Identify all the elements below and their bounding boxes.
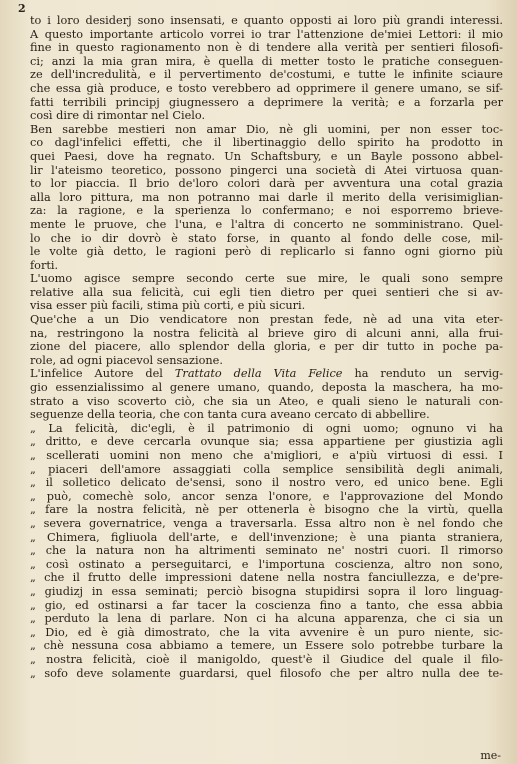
text-line: „ perduto la lena di parlare. Non ci ha alcuna apparenza, che ci sia un [30, 612, 503, 626]
text-line: fine in questo ragionamento non è di tendere alla verità per sentieri filosofi- [30, 41, 503, 55]
text-line: „ il solletico delicato de'sensi, sono il nostro vero, ed unico bene. Egli [30, 476, 503, 490]
text-line: na, restringono la nostra felicità al brieve giro di alcuni anni, alla frui- [30, 326, 503, 340]
text-line: lir l'ateismo teoretico, possono pingerci una società di Atei virtuosa quan- [30, 163, 503, 177]
text-line: „ dritto, e deve cercarla ovunque sia; essa appartiene per giustizia agli [30, 435, 503, 449]
text-line: „ fare la nostra felicità, nè per ottenerla è bisogno che la virtù, quella [30, 503, 503, 517]
text-line: „ che la natura non ha altrimenti seminato ne' nostri cuori. Il rimorso [30, 544, 503, 558]
text-line: alla loro pittura, ma non potranno mai darle il merito della verisimiglian- [30, 190, 503, 204]
text-line: „ La felicità, dic'egli, è il patrimonio di ogni uomo; ognuno vi ha [30, 421, 503, 435]
text-line: to lor piaccia. Il brio de'loro colori darà per avventura una cotal grazia [30, 177, 503, 191]
text-line: A questo importante articolo vorrei io trar l'attenzione de'miei Lettori: il mio [30, 27, 503, 41]
text-line: role, ad ogni piacevol sensazione. [30, 353, 223, 367]
text-line: „ gio, ed ostinarsi a far tacer la coscienza fino a tanto, che essa abbia [30, 598, 503, 612]
text-line: così dire di rimontar nel Cielo. [30, 109, 206, 123]
text-line: visa esser più facili, stima più corti, e più sicuri. [30, 299, 306, 313]
text-line: Que'che a un Dio vendicatore non prestan fede, nè ad una vita eter- [30, 313, 503, 327]
text-line: mente le pruove, che l'una, e l'altra di concerto ne somministrano. Quel- [30, 217, 503, 231]
text-line: forti. [30, 258, 59, 272]
text-line: to i loro desiderj sono insensati, e quanto opposti ai loro più grandi interessi. [30, 14, 503, 27]
text-line: co dagl'infelici effetti, che il libertinaggio dello spirito ha prodotto in [30, 136, 503, 150]
text-line: fatti terribili principj giugnessero a deprimere la verità; e a forzarla per [30, 95, 503, 109]
text-line: seguenze della teoria, che con tanta cura aveano cercato di abbellire. [30, 408, 430, 422]
text-line: „ piaceri dell'amore assaggiati colla semplice sensibilità degli animali, [30, 462, 503, 476]
text-line: ci; anzi la mia gran mira, è quella di metter tosto le pratiche conseguen- [30, 54, 503, 68]
text-line: strato a viso scoverto ciò, che sia un Ateo, e quali sieno le naturali con- [30, 394, 503, 408]
text-line: le volte già detto, le ragioni però di replicarlo si fanno ogni giorno più [30, 245, 503, 259]
catchword: me- [480, 749, 501, 762]
text-line: „ scellerati uomini non meno che a'migliori, e a'più virtuosi di essi. I [30, 449, 503, 462]
page-number: 2 [18, 2, 26, 15]
text-line: relative alla sua felicità, cui egli tien dietro per quei sentieri che si av- [30, 285, 503, 299]
text-line: „ può, comechè solo, ancor senza l'onore, e l'approvazione del Mondo [30, 489, 503, 503]
text-line: „ Chimera, figliuola dell'arte, e dell'invenzione; è una pianta straniera, [30, 530, 503, 544]
text-line: gio essenzialissimo al genere umano, quando, deposta la maschera, ha mo- [30, 381, 503, 395]
text-line: che essa già produce, e tosto verebbero ad opprimere il genere umano, se sif- [30, 81, 503, 95]
text-line: „ giudizj in essa seminati; perciò bisogna stupidirsi sopra il loro linguag- [30, 584, 503, 598]
text-line: L'uomo agisce sempre secondo certe sue mire, le quali sono sempre [30, 272, 503, 286]
text-line: lo che io dir dovrò è stato forse, in quanto al fondo delle cose, mil- [30, 231, 503, 245]
text-line: „ Dio, ed è già dimostrato, che la vita avvenire è un puro niente, sic- [30, 625, 503, 639]
text-line: „ severa governatrice, venga a traversarla. Essa altro non è nel fondo che [30, 516, 503, 530]
book-title-italic: Trattato della Vita Felice [174, 367, 343, 381]
text-line: „ nostra felicità, cioè il manigoldo, quest'è il Giudice del quale il filo- [30, 652, 503, 666]
text-line: zione del piacere, allo splendor della gloria, e per dir tutto in poche pa- [30, 340, 503, 354]
text-line: ze dell'incredulità, e il pervertimento de'costumi, e tutte le infinite sciaure [30, 68, 503, 82]
body-text [30, 14, 503, 680]
text-line: quei Paesi, dove ha regnato. Un Schaftsbury, e un Bayle possono abbel- [30, 149, 503, 163]
text-line: L'infelice Autore del Trattato della Vita Felice ha renduto un servig- [30, 367, 503, 381]
text-line: „ che il frutto delle impressioni datene nella nostra fanciullezza, e de'pre- [30, 571, 503, 585]
text-line: Ben sarebbe mestieri non amar Dio, nè gli uomini, per non esser toc- [30, 122, 503, 136]
text-line: „ così ostinato a perseguitarci, e l'importuna coscienza, altro non sono, [30, 557, 503, 571]
text-line: „ sofo deve solamente guardarsi, quel filosofo che per altro nulla dee te- [30, 666, 503, 680]
text-line: za: la ragione, e la sperienza lo confermano; e noi esporremo brieve- [30, 204, 503, 218]
text-line: „ chè nessuna cosa abbiamo a temere, un Essere solo potrebbe turbare la [30, 639, 503, 653]
